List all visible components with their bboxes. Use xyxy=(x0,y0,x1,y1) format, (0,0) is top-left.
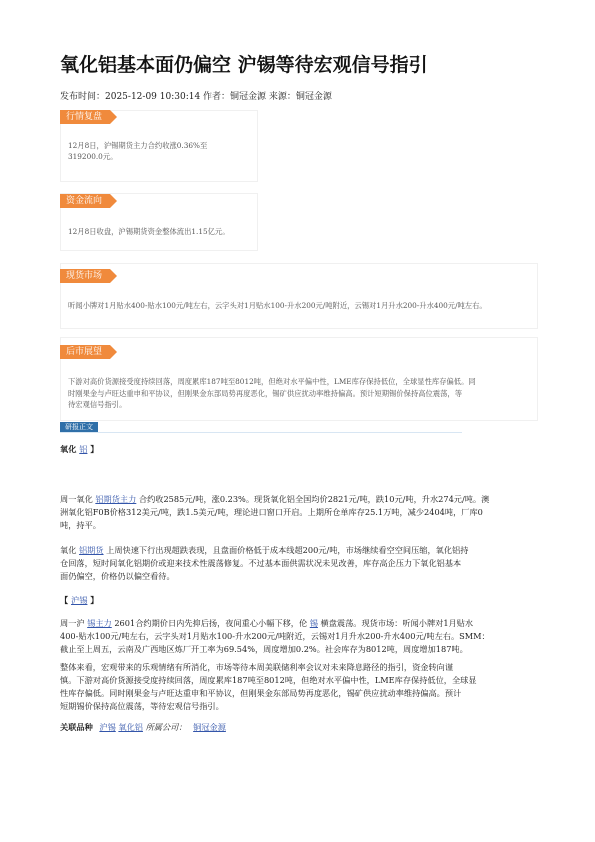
link-alumina[interactable]: 铝 xyxy=(79,444,88,454)
text-line: 仓回落，短时间氧化铝期价或迎来技术性震荡修复。不过基本面供需状况未见改善，库存高企压力下氧化铝基本 xyxy=(60,558,462,568)
article-meta: 发布时间：2025-12-09 10:30:14 作者：铜冠金源 来源：铜冠金源 xyxy=(60,92,332,102)
company-label: 所属公司： xyxy=(145,722,187,732)
related-products xyxy=(60,721,540,734)
text: 周一氧化 xyxy=(60,494,96,504)
text: 周一沪 xyxy=(60,618,88,628)
text-line: 性库存偏低。同时刚果金与卢旺达重申和平协议，但刚果金东部局势再度恶化，锡矿供应扰动率维持偏高。预计 xyxy=(60,688,462,698)
text-line: 时刚果金与卢旺达重申和平协议，但刚果金东部局势再度恶化，锡矿供应扰动率维持偏高。预计短期锡价保持高位震荡，等 xyxy=(68,388,463,398)
text-line: 洲氧化铝F0B价格312美元/吨，跌1.5美元/吨，理论进口窗口开启。上期所仓单库存25.1万吨，减少2404吨，厂库0 xyxy=(60,507,483,517)
paragraph-summary xyxy=(60,661,540,713)
heading-alumina xyxy=(60,443,540,456)
text: 氧化 xyxy=(60,545,79,555)
text: 横盘震荡。现货市场：听闻小牌对1月贴水 xyxy=(317,618,474,628)
link-alumina-futures-main[interactable]: 铝期货主力 xyxy=(95,494,137,504)
text-line: 待宏观信号指引。 xyxy=(68,400,127,409)
link-tin-main[interactable]: 锡主力 xyxy=(87,618,112,628)
text-line: 慎。下游对高价货源接受度持续回落，周度累库187吨至8012吨，但绝对水平偏中性，LME库存保持低位，全球显 xyxy=(60,675,477,685)
paragraph-alumina-price xyxy=(60,493,540,532)
report-label: 研报正文 xyxy=(60,422,98,433)
article-title: 氧化铝基本面仍偏空 沪锡等待宏观信号指引 xyxy=(60,54,428,76)
text: 2601合约期价日内先抑后扬，夜间重心小幅下移，伦 xyxy=(111,618,310,628)
tag-spot-market: 现货市场 xyxy=(60,269,110,283)
text-line: 400-贴水100元/吨左右，云字头对1月贴水100-升水200元/吨附近，云锡对1月升水200-升水400元/吨左右。SMM： xyxy=(60,631,490,641)
heading-text: 】 xyxy=(87,595,99,605)
text-line: 吨，持平。 xyxy=(60,520,101,530)
heading-text: 氧化 xyxy=(60,444,80,454)
section-spot-market xyxy=(60,263,538,329)
company-link[interactable]: 铜冠金源 xyxy=(193,722,226,732)
paragraph-tin-market xyxy=(60,617,540,656)
text-line: 12月8日收盘，沪锡期货资金整体流出1.15亿元。 xyxy=(68,227,230,236)
related-label: 关联品种 xyxy=(60,722,93,732)
tag-outlook: 后市展望 xyxy=(60,345,110,359)
text-line: 下游对高价货源接受度持续回落，周度累库187吨至8012吨，但绝对水平偏中性，LME库存保持低位，全球显性库存偏低。同 xyxy=(68,377,476,386)
heading-text: 【 xyxy=(60,595,72,605)
text: 上周快速下行出现超跌表现，且盘面价格低于成本线超200元/吨，市场继续看空空间压缩，氧化铝持 xyxy=(103,545,469,555)
text-line: 截止至上周五，云南及广西地区炼厂开工率为69.54%，周度增加0.2%。社会库存为8012吨，周度增加187吨。 xyxy=(60,644,468,654)
outlook-text xyxy=(68,376,538,411)
text: 合约收2585元/吨，涨0.23%。现货氧化铝全国均价2821元/吨，跌10元/吨，升水274元/吨。澳 xyxy=(136,494,490,504)
link-shanghai-tin[interactable]: 沪锡 xyxy=(71,595,88,605)
link-alumina-futures[interactable]: 铝期货 xyxy=(78,545,104,555)
heading-text: 】 xyxy=(87,444,99,454)
text-line: 12月8日，沪锡期货主力合约收涨0.36%至 xyxy=(68,141,208,150)
paragraph-alumina-outlook xyxy=(60,544,540,583)
spot-market-text xyxy=(68,300,538,311)
related-link-shanghai-tin[interactable]: 沪锡 xyxy=(99,722,116,732)
related-link-alumina[interactable]: 氧化铝 xyxy=(118,722,143,732)
text-line: 面仍偏空，价格仍以偏空看待。 xyxy=(60,571,175,581)
market-review-text xyxy=(68,140,248,162)
text-line: 319200.0元。 xyxy=(68,152,118,161)
text-line: 整体来看，宏观带来的乐观情绪有所消化，市场等待本周美联储利率会议对未来降息路径的指引，资金转向谨 xyxy=(60,662,454,672)
tag-fund-flow: 资金流向 xyxy=(60,194,110,208)
fund-flow-text xyxy=(68,226,253,237)
heading-tin xyxy=(60,594,540,607)
text-line: 听闻小牌对1月贴水400-贴水100元/吨左右，云字头对1月贴水100-升水200元/吨附近，云锡对1月升水200-升水400元/吨左右。 xyxy=(68,301,487,310)
text-line: 短期锡价保持高位震荡，等待宏观信号指引。 xyxy=(60,701,224,711)
link-tin[interactable]: 锡 xyxy=(309,618,318,628)
report-divider xyxy=(60,432,462,433)
tag-market-review: 行情复盘 xyxy=(60,110,110,124)
